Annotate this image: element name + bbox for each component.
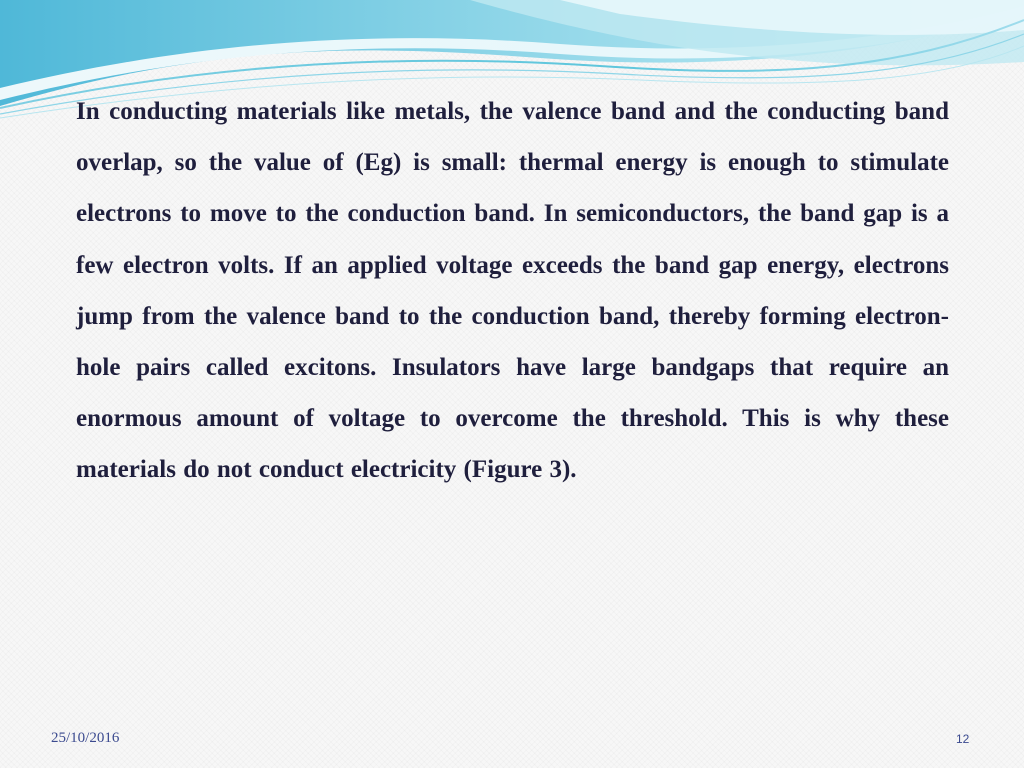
- body-paragraph: In conducting materials like metals, the valence band and the conducting band overlap, so the value of (Eg) is small: thermal energy is enough to stimulate electrons to move to the conduction band. In semiconductors, the band gap is a few electron volts. If an applied voltage exceeds the band gap energy, electrons jump from the valence band to the conduction band, thereby forming electron-hole pairs called excitons. Insulators have large bandgaps that require an enormous amount of voltage to overcome the threshold. This is why these materials do not conduct electricity (Figure 3).: [76, 98, 949, 484]
- footer-date: 25/10/2016: [51, 730, 120, 746]
- slide-number: 12: [956, 732, 970, 746]
